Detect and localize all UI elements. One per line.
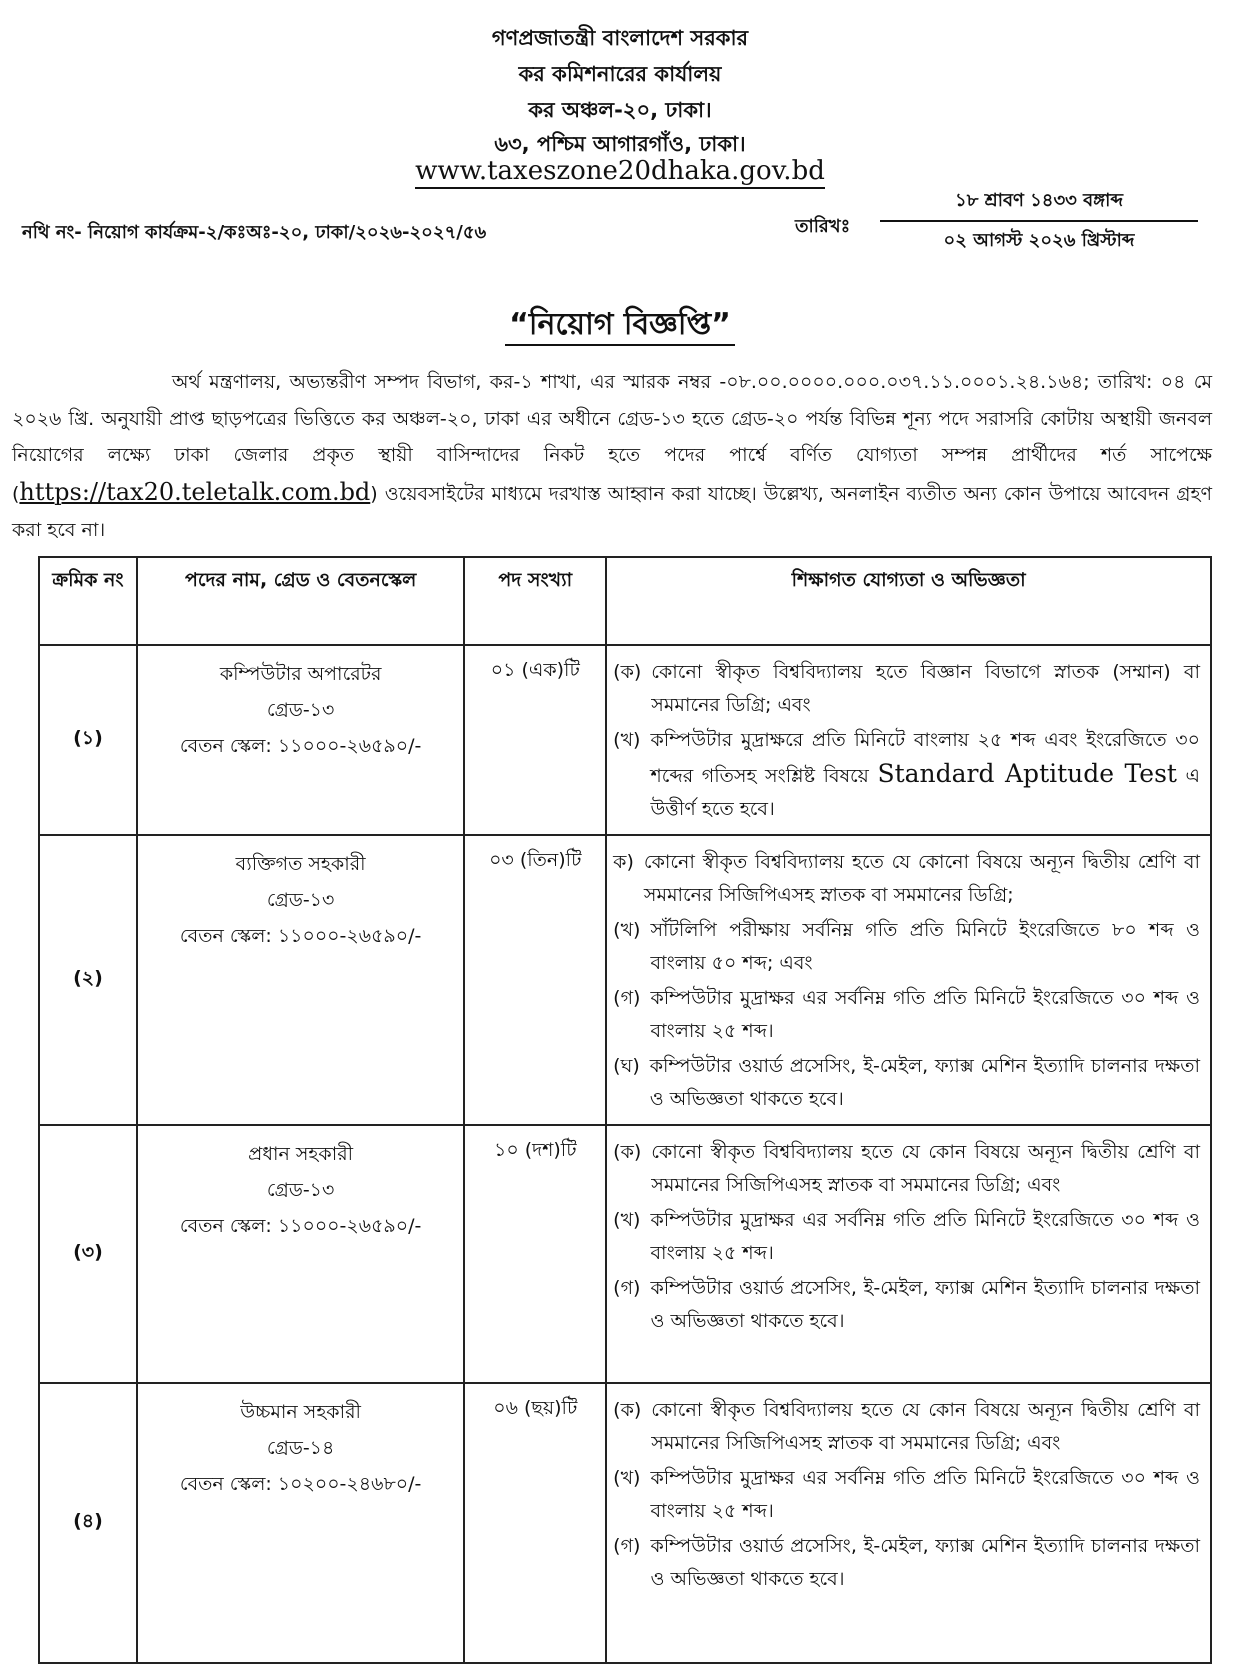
row-serial: (৪) (39, 1383, 137, 1663)
date-label: তারিখঃ (795, 216, 851, 237)
qualification-text-bn: কম্পিউটার মুদ্রাক্ষরে প্রতি মিনিটে বাংলায় ২৫ শব্দ এবং ইংরেজিতে ৩০ শব্দের গতিসহ সংশ্লিষ্ট বিষয়ে (650, 729, 1200, 787)
row-post (137, 1383, 465, 1663)
notice-title-line (0, 300, 1240, 351)
qualification-text-tail: এ উত্তীর্ণ হতে হবে। (650, 765, 1200, 820)
qualification-item (613, 1050, 1200, 1116)
intro-part-1: অর্থ মন্ত্রণালয়, অভ্যন্তরীণ সম্পদ বিভাগ, কর-১ শাখা, এর স্মারক নম্বর -০৮.০০.০০০০.০০০.০৩৭.১১.০০০১.২৪.১৬৪; তারিখ: ০৪ মে ২০২৬ খ্রি. অনুযায়ী প্রাপ্ত ছাড়পত্রের ভিত্তিতে কর অঞ্চল-২০, ঢাকা এর অধীনে গ্রেড-১৩ হতে গ্রেড-২০ পর্যন্ত বিভিন্ন শূন্য পদে সরাসরি কোটায় অস্থায়ী জনবল নিয়োগের লক্ষ্যে ঢাকা জেলার প্রকৃত স্থায়ী বাসিন্দাদের নিকট হতে পদের পার্শ্বে বর্ণিত যোগ্যতা সম্পন্ন প্রার্থীদের শর্ত সাপেক্ষে ( (12, 371, 1212, 505)
memo-reference: নথি নং- নিয়োগ কার্যক্রম-২/কঃঅঃ-২০, ঢাকা/২০২৬-২০২৭/৫৬ (22, 222, 487, 243)
row-count: ১০ (দশ)টি (464, 1125, 606, 1383)
qualification-text (650, 724, 1200, 826)
qualification-item (613, 1136, 1200, 1202)
website-link[interactable]: www.taxeszone20dhaka.gov.bd (415, 156, 825, 189)
qualification-text: কম্পিউটার মুদ্রাক্ষর এর সর্বনিম্ন গতি প্রতি মিনিটে ইংরেজিতে ৩০ শব্দ ও বাংলায় ২৫ শব্দ। (650, 987, 1200, 1042)
qualification-label: (ঘ) (613, 1055, 640, 1077)
qualification-text: কোনো স্বীকৃত বিশ্ববিদ্যালয় হতে যে কোন বিষয়ে অন্যূন দ্বিতীয় শ্রেণি বা সমমানের সিজিপিএসহ স্নাতক বা সমমানের ডিগ্রি; এবং (651, 1399, 1200, 1454)
qualification-item (613, 656, 1200, 722)
qualification-text: কম্পিউটার মুদ্রাক্ষর এর সর্বনিম্ন গতি প্রতি মিনিটে ইংরেজিতে ৩০ শব্দ ও বাংলায় ২৫ শব্দ। (650, 1209, 1200, 1264)
row-qualification (606, 1125, 1211, 1383)
date-bangla: ১৮ শ্রাবণ ১৪৩৩ বঙ্গাব্দ (880, 186, 1198, 222)
row-post (137, 835, 465, 1125)
row-serial: (২) (39, 835, 137, 1125)
row-post (137, 1125, 465, 1383)
qualification-label: (ক) (613, 1399, 642, 1421)
intro-text (12, 364, 1212, 549)
post-grade: গ্রেড-১৩ (266, 1179, 335, 1201)
row-count: ০১ (এক)টি (464, 645, 606, 835)
qualification-text: কম্পিউটার ওয়ার্ড প্রসেসিং, ই-মেইল, ফ্যাক্স মেশিন ইত্যাদি চালনার দক্ষতা ও অভিজ্ঞতা থাকতে হবে। (649, 1055, 1200, 1110)
table-row (39, 1125, 1211, 1383)
row-qualification (606, 1383, 1211, 1663)
row-qualification (606, 645, 1211, 835)
row-serial: (১) (39, 645, 137, 835)
qualification-label: ক) (613, 851, 634, 873)
notice-title: “নিয়োগ বিজ্ঞপ্তি” (505, 307, 735, 346)
zone-name: কর অঞ্চল-২০, ঢাকা। (528, 98, 712, 122)
date-block (880, 186, 1198, 257)
post-grade: গ্রেড-১৩ (266, 889, 335, 911)
row-post (137, 645, 465, 835)
qualification-text: কম্পিউটার মুদ্রাক্ষর এর সর্বনিম্ন গতি প্রতি মিনিটে ইংরেজিতে ৩০ শব্দ ও বাংলায় ২৫ শব্দ। (650, 1467, 1200, 1522)
row-qualification (606, 835, 1211, 1125)
header-post: পদের নাম, গ্রেড ও বেতনস্কেল (137, 557, 465, 645)
table-row (39, 835, 1211, 1125)
header-count: পদ সংখ্যা (464, 557, 606, 645)
post-name: ব্যক্তিগত সহকারী (235, 853, 366, 875)
row-count: ০৬ (ছয়)টি (464, 1383, 606, 1663)
table-row (39, 645, 1211, 835)
post-name: উচ্চমান সহকারী (240, 1401, 361, 1423)
row-serial: (৩) (39, 1125, 137, 1383)
posts-table (38, 556, 1212, 1664)
website-line (0, 156, 1240, 186)
qualification-label: (খ) (613, 1209, 641, 1231)
qualification-label: (খ) (613, 729, 641, 751)
qualification-text: কম্পিউটার ওয়ার্ড প্রসেসিং, ই-মেইল, ফ্যাক্স মেশিন ইত্যাদি চালনার দক্ষতা ও অভিজ্ঞতা থাকতে হবে। (650, 1277, 1200, 1332)
qualification-item (613, 1394, 1200, 1460)
post-scale: বেতন স্কেল: ১১০০০-২৬৫৯০/- (179, 925, 422, 947)
govt-name: গণপ্রজাতন্ত্রী বাংলাদেশ সরকার (491, 26, 749, 50)
date-english: ০২ আগস্ট ২০২৬ খ্রিস্টাব্দ (943, 230, 1135, 251)
post-name: কম্পিউটার অপারেটর (219, 663, 382, 685)
post-scale: বেতন স্কেল: ১০২০০-২৪৬৮০/- (179, 1473, 422, 1495)
qualification-label: (গ) (613, 1535, 641, 1557)
qualification-label: (ক) (613, 1141, 642, 1163)
qualification-text: সাঁটলিপি পরীক্ষায় সর্বনিম্ন গতি প্রতি মিনিটে ইংরেজিতে ৮০ শব্দ ও বাংলায় ৫০ শব্দ; এবং (650, 919, 1200, 974)
qualification-item (613, 1462, 1200, 1528)
qualification-item (613, 724, 1200, 826)
qualification-text-en: Standard Aptitude Test (877, 759, 1177, 788)
header-qualification: শিক্ষাগত যোগ্যতা ও অভিজ্ঞতা (606, 557, 1211, 645)
intro-part-2: ) ওয়েবসাইটের মাধ্যমে দরখাস্ত আহ্বান করা যাচ্ছে। উল্লেখ্য, অনলাইন ব্যতীত অন্য কোন উপায়ে আবেদন গ্রহণ করা হবে না। (12, 482, 1212, 541)
qualification-text: কোনো স্বীকৃত বিশ্ববিদ্যালয় হতে যে কোন বিষয়ে অন্যূন দ্বিতীয় শ্রেণি বা সমমানের সিজিপিএসহ স্নাতক বা সমমানের ডিগ্রি; এবং (651, 1141, 1200, 1196)
qualification-label: (গ) (613, 987, 641, 1009)
post-scale: বেতন স্কেল: ১১০০০-২৬৫৯০/- (179, 735, 422, 757)
qualification-label: (গ) (613, 1277, 641, 1299)
qualification-item (613, 1272, 1200, 1338)
post-grade: গ্রেড-১৪ (266, 1437, 335, 1459)
office-address: ৬৩, পশ্চিম আগারগাঁও, ঢাকা। (494, 132, 746, 156)
table-header-row (39, 557, 1211, 645)
table-row (39, 1383, 1211, 1663)
post-scale: বেতন স্কেল: ১১০০০-২৬৫৯০/- (179, 1215, 422, 1237)
qualification-item (613, 914, 1200, 980)
qualification-text: কোনো স্বীকৃত বিশ্ববিদ্যালয় হতে যে কোনো বিষয়ে অন্যূন দ্বিতীয় শ্রেণি বা সমমানের সিজিপিএসহ স্নাতক বা সমমানের ডিগ্রি; (643, 851, 1200, 906)
qualification-item (613, 1204, 1200, 1270)
qualification-label: (খ) (613, 919, 641, 941)
row-count: ০৩ (তিন)টি (464, 835, 606, 1125)
header-serial: ক্রমিক নং (39, 557, 137, 645)
office-name: কর কমিশনারের কার্যালয় (518, 62, 722, 86)
qualification-item (613, 1530, 1200, 1596)
qualification-label: (ক) (613, 661, 642, 683)
qualification-item (613, 846, 1200, 912)
intro-paragraph (12, 364, 1212, 549)
post-name: প্রধান সহকারী (248, 1143, 354, 1165)
qualification-text: কম্পিউটার ওয়ার্ড প্রসেসিং, ই-মেইল, ফ্যাক্স মেশিন ইত্যাদি চালনার দক্ষতা ও অভিজ্ঞতা থাকতে হবে। (650, 1535, 1200, 1590)
qualification-text: কোনো স্বীকৃত বিশ্ববিদ্যালয় হতে বিজ্ঞান বিভাগে স্নাতক (সম্মান) বা সমমানের ডিগ্রি; এবং (651, 661, 1200, 716)
qualification-item (613, 982, 1200, 1048)
post-grade: গ্রেড-১৩ (266, 699, 335, 721)
qualification-label: (খ) (613, 1467, 641, 1489)
application-link[interactable]: https://tax20.teletalk.com.bd (19, 477, 371, 506)
